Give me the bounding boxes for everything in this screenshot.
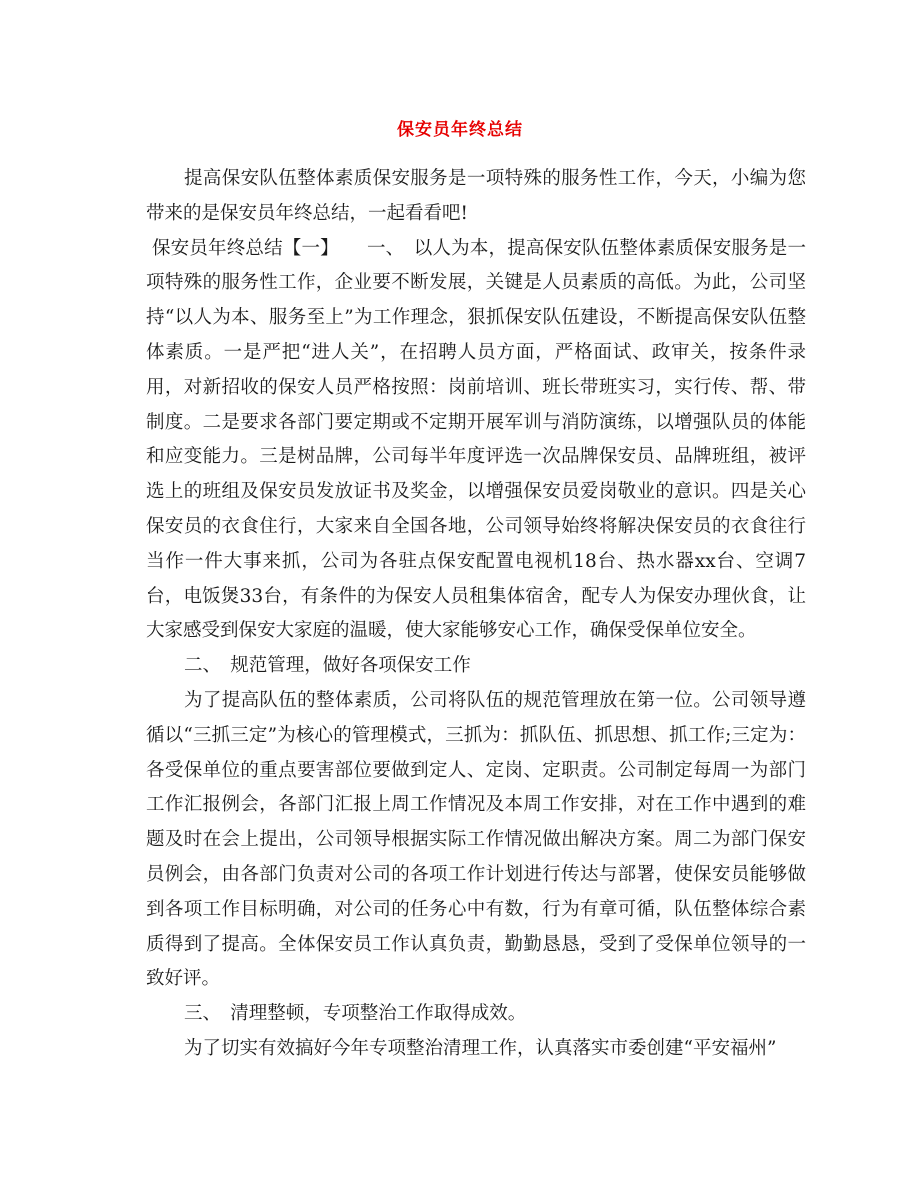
intro-paragraph: 提高保安队伍整体素质保安服务是一项特殊的服务性工作，今天，小编为您带来的是保安员年终总结，一起看看吧! xyxy=(146,168,806,224)
section-two-heading: 二、 规范管理，做好各项保安工作 xyxy=(184,655,471,677)
section-three-paragraph: 为了切实有效搞好今年专项整治清理工作，认真落实市委创建“平安福州” xyxy=(184,1037,777,1059)
section-one-paragraph: 保安员年终总结【一】 一、 以人为本，提高保安队伍整体素质保安服务是一项特殊的服务性工作，企业要不断发展，关键是人员素质的高低。为此，公司坚持“以人为本、服务至上”为工作理念，狠抓保安队伍建设，不断提高保安队伍整体素质。一是严把“进人关”，在招聘人员方面，严格面试、政审关，按条件录用，对新招收的保安人员严格按照：岗前培训、班长带班实习，实行传、帮、带制度。二是要求各部门要定期或不定期开展军训与消防演练，以增强队员的体能和应变能力。三是树品牌，公司每半年度评选一次品牌保安员、品牌班组，被评选上的班组及保安员发放证书及奖金，以增强保安员爱岗敬业的意识。四是关心保安员的衣食住行，大家来自全国各地，公司领导始终将解决保安员的衣食往行当作一件大事来抓，公司为各驻点保安配置电视机18台、热水器xx台、空调7台，电饭煲33台，有条件的为保安人员租集体宿舍，配专人为保安办理伙食，让大家感受到保安大家庭的温暖，使大家能够安心工作，确保受保单位安全。 xyxy=(146,237,806,642)
section-three-heading: 三、 清理整顿，专项整治工作取得成效。 xyxy=(184,1003,527,1025)
section-two-paragraph: 为了提高队伍的整体素质，公司将队伍的规范管理放在第一位。公司领导遵循以“三抓三定”为核心的管理模式，三抓为：抓队伍、抓思想、抓工作;三定为：各受保单位的重点要害部位要做到定人、定岗、定职责。公司制定每周一为部门工作汇报例会，各部门汇报上周工作情况及本周工作安排，对在工作中遇到的难题及时在会上提出，公司领导根据实际工作情况做出解决方案。周二为部门保安员例会，由各部门负责对公司的各项工作计划进行传达与部署，使保安员能够做到各项工作目标明确，对公司的任务心中有数，行为有章可循，队伍整体综合素质得到了提高。全体保安员工作认真负责，勤勤恳恳，受到了受保单位领导的一致好评。 xyxy=(146,689,806,990)
document-title: 保安员年终总结 xyxy=(397,120,523,140)
document-body xyxy=(146,162,806,1067)
